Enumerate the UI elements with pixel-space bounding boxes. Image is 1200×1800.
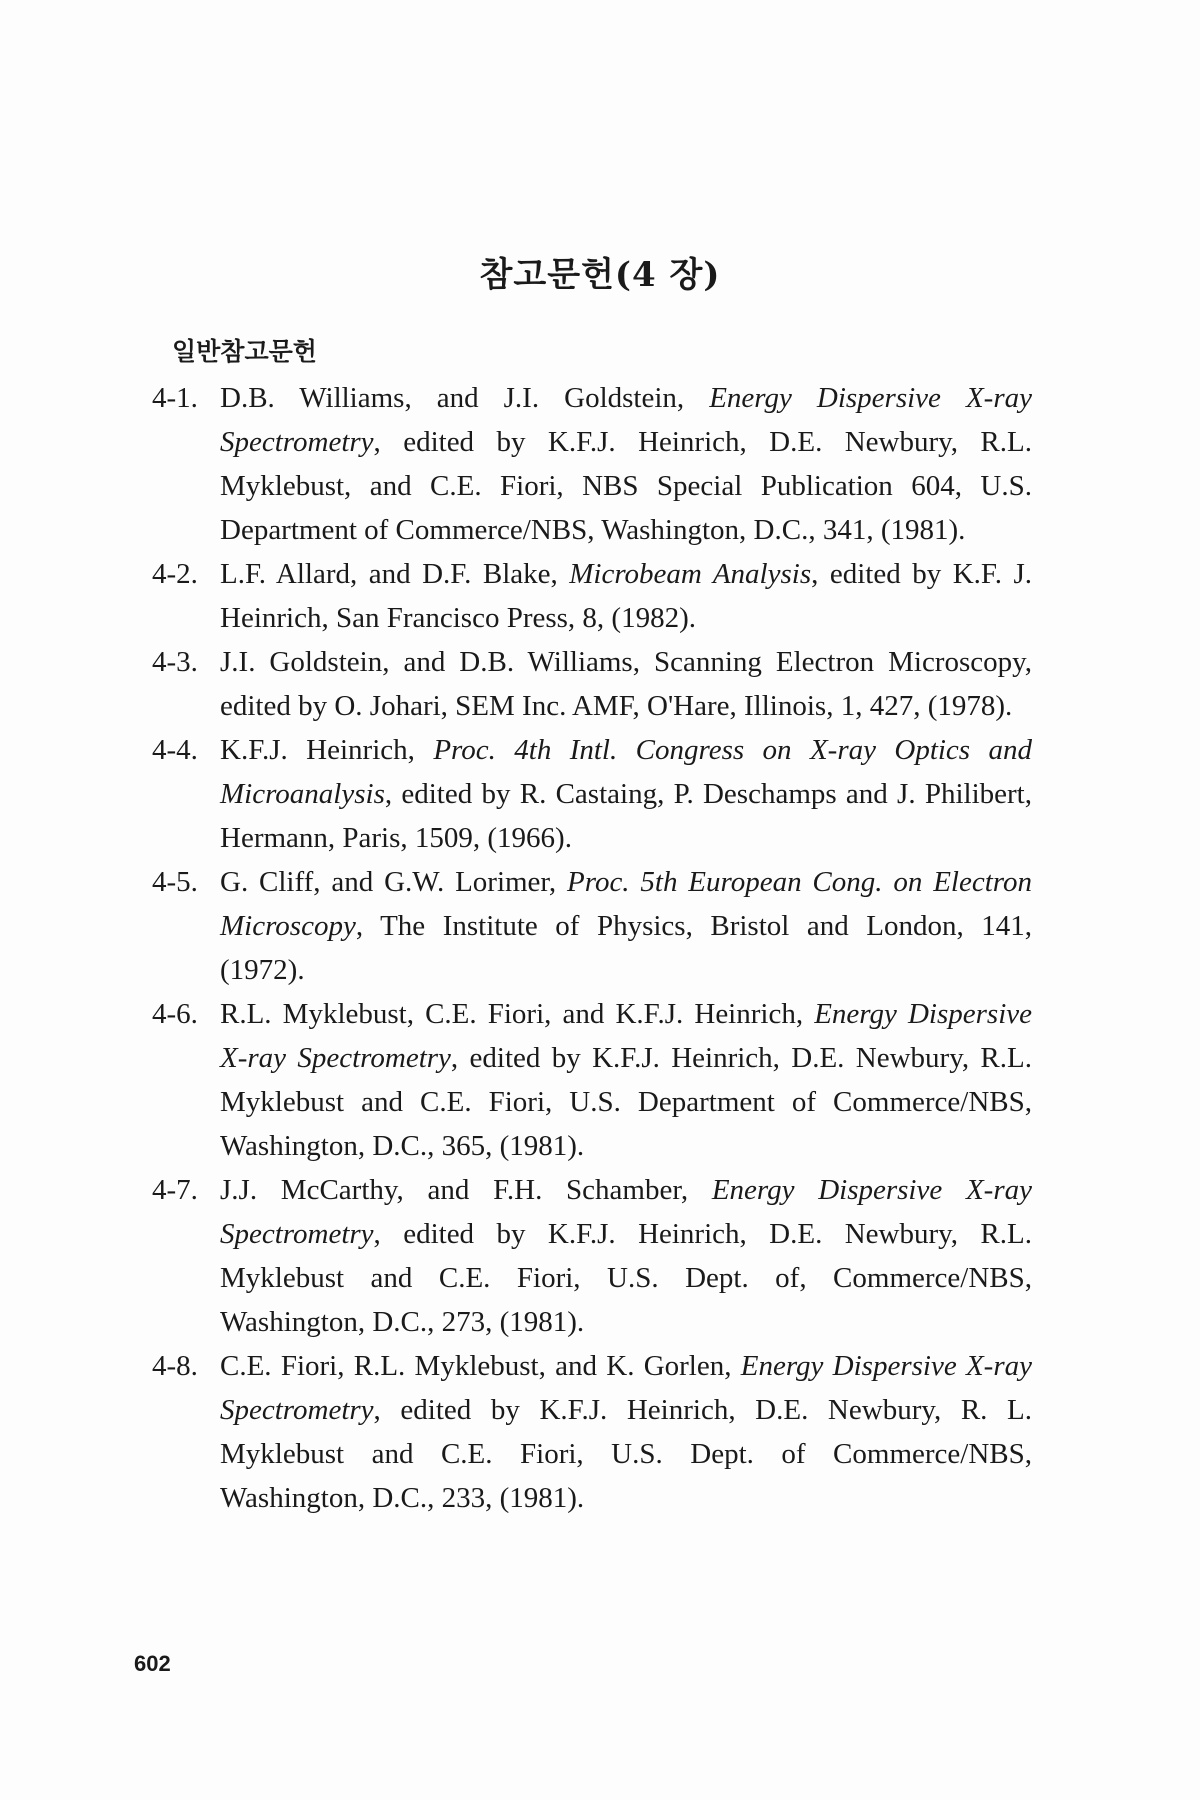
reference-text: , edited by K.F. J. Heinrich, San Francisco Press, 8, (1982).: [220, 558, 1032, 634]
reference-text: J.I. Goldstein, and D.B. Williams, Scanning Electron Microscopy, edited by O. Johari, SEM Inc. AMF, O'Hare, Illinois, 1, 427, (1978).: [220, 646, 1032, 722]
reference-title: Energy Dispersive X-ray Spectrometry: [220, 382, 1032, 458]
reference-item: [152, 552, 1032, 640]
reference-number: 4-7.: [152, 1174, 198, 1206]
reference-text: G. Cliff, and G.W. Lorimer,: [220, 866, 568, 898]
reference-text: C.E. Fiori, R.L. Myklebust, and K. Gorlen,: [220, 1350, 741, 1382]
reference-text: , edited by K.F.J. Heinrich, D.E. Newbury, R.L. Myklebust and C.E. Fiori, U.S. Department of Commerce/NBS, Washington, D.C., 365, (1981).: [220, 1042, 1032, 1162]
page-title: 참고문헌(4 장): [479, 254, 721, 295]
reference-list: [152, 376, 1032, 1520]
reference-text: J.J. McCarthy, and F.H. Schamber,: [220, 1174, 712, 1206]
reference-number: 4-2.: [152, 558, 198, 590]
reference-text: K.F.J. Heinrich,: [220, 734, 434, 766]
reference-title: Proc. 4th Intl. Congress on X-ray Optics and Microanalysis: [220, 734, 1032, 810]
reference-title: Microbeam Analysis: [569, 558, 812, 590]
reference-item: [152, 728, 1032, 860]
reference-text: , edited by K.F.J. Heinrich, D.E. Newbury, R.L. Myklebust, and C.E. Fiori, NBS Special Publication 604, U.S. Department of Commerce/NBS, Washington, D.C., 341, (1981).: [220, 426, 1032, 546]
reference-number: 4-4.: [152, 734, 198, 766]
reference-text: , The Institute of Physics, Bristol and London, 141, (1972).: [220, 910, 1032, 986]
page-number: 602: [134, 1651, 171, 1676]
reference-number: 4-1.: [152, 382, 198, 414]
reference-number: 4-3.: [152, 646, 198, 678]
reference-text: L.F. Allard, and D.F. Blake,: [220, 558, 570, 590]
reference-title: Proc. 5th European Cong. on Electron Microscopy: [220, 866, 1032, 942]
reference-number: 4-5.: [152, 866, 198, 898]
reference-title: Energy Dispersive X-ray Spectrometry: [220, 1174, 1032, 1250]
reference-text: , edited by R. Castaing, P. Deschamps and J. Philibert, Hermann, Paris, 1509, (1966).: [220, 778, 1032, 854]
reference-item: [152, 640, 1032, 728]
reference-title: Energy Dispersive X-ray Spectrometry: [220, 998, 1032, 1074]
reference-item: [152, 1344, 1032, 1520]
reference-number: 4-6.: [152, 998, 198, 1030]
section-heading: 일반참고문헌: [172, 337, 317, 366]
reference-text: D.B. Williams, and J.I. Goldstein,: [220, 382, 710, 414]
reference-number: 4-8.: [152, 1350, 198, 1382]
reference-text: , edited by K.F.J. Heinrich, D.E. Newbury, R. L. Myklebust and C.E. Fiori, U.S. Dept. of Commerce/NBS, Washington, D.C., 233, (1981).: [220, 1394, 1032, 1514]
reference-title: Energy Dispersive X-ray Spectrometry: [220, 1350, 1032, 1426]
reference-item: [152, 992, 1032, 1168]
reference-item: [152, 1168, 1032, 1344]
reference-item: [152, 860, 1032, 992]
reference-text: , edited by K.F.J. Heinrich, D.E. Newbury, R.L. Myklebust and C.E. Fiori, U.S. Dept. of, Commerce/NBS, Washington, D.C., 273, (1981).: [220, 1218, 1032, 1338]
reference-text: R.L. Myklebust, C.E. Fiori, and K.F.J. Heinrich,: [220, 998, 815, 1030]
reference-item: [152, 376, 1032, 552]
